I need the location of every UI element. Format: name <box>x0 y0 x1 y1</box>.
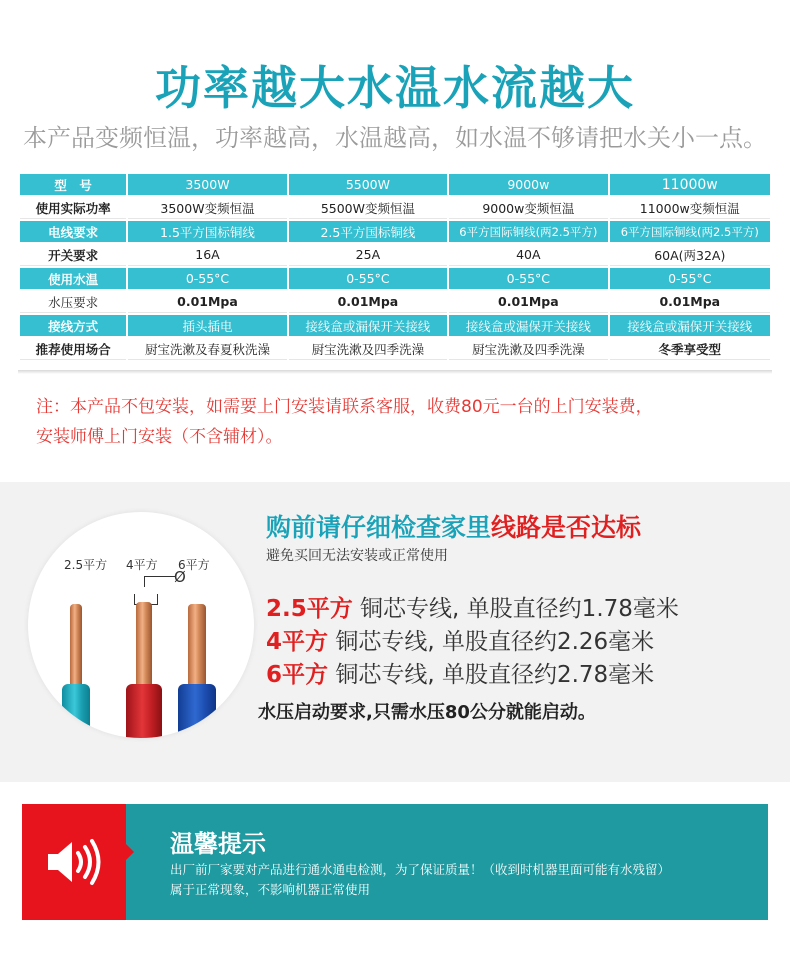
table-cell: 9000w <box>449 174 607 195</box>
spec-table <box>18 172 772 362</box>
tip-notch <box>124 842 134 862</box>
table-row <box>20 221 770 242</box>
wire-spec-text: 铜芯专线, 单股直径约2.26毫米 <box>328 629 655 655</box>
table-cell: 11000w <box>610 174 770 195</box>
tip-icon-panel <box>22 804 126 920</box>
table-cell: 开关要求 <box>20 244 126 266</box>
table-shadow <box>18 370 772 374</box>
table-cell: 接线盒或漏保开关接线 <box>289 315 447 336</box>
install-note-line: 注：本产品不包安装，如需要上门安装请联系客服，收费80元一台的上门安装费， <box>36 397 653 417</box>
table-cell: 3500W <box>128 174 286 195</box>
page-title: 功率越大水温水流越大 <box>155 61 635 115</box>
table-cell: 5500W <box>289 174 447 195</box>
wire-heading-highlight: 线路是否达标 <box>491 513 642 542</box>
wire-spec-text: 铜芯专线, 单股直径约1.78毫米 <box>352 596 679 622</box>
tip-title: 温馨提示 <box>170 830 266 858</box>
table-row <box>20 244 770 266</box>
table-cell: 0.01Mpa <box>610 291 770 313</box>
table-cell: 水压要求 <box>20 291 126 313</box>
table-cell: 使用实际功率 <box>20 197 126 219</box>
table-cell: 16A <box>128 244 286 266</box>
diameter-line <box>144 576 175 587</box>
wire-size-label: 6平方 <box>178 558 210 572</box>
table-cell: 40A <box>449 244 607 266</box>
table-cell: 冬季享受型 <box>610 338 770 360</box>
table-cell: 6平方国际铜线(两2.5平方) <box>610 221 770 242</box>
pressure-note: 水压启动要求,只需水压80公分就能启动。 <box>258 702 596 723</box>
wire-size: 6平方 <box>266 662 329 688</box>
table-cell: 接线盒或漏保开关接线 <box>610 315 770 336</box>
table-cell: 2.5平方国标铜线 <box>289 221 447 242</box>
table-cell: 厨宝洗漱及四季洗澡 <box>289 338 447 360</box>
wire-copper <box>136 602 152 688</box>
wire-blue-green <box>62 684 90 738</box>
wire-subheading: 避免买回无法安装或正常使用 <box>266 548 448 564</box>
table-cell: 插头插电 <box>128 315 286 336</box>
table-row <box>20 315 770 336</box>
table-cell: 9000w变频恒温 <box>449 197 607 219</box>
table-cell: 0-55°C <box>610 268 770 289</box>
wire-red <box>126 684 162 738</box>
wire-heading <box>266 508 641 544</box>
table-row <box>20 291 770 313</box>
wire-size: 4平方 <box>266 629 329 655</box>
install-note-line: 安装师傅上门安装（不含辅材）。 <box>36 427 283 447</box>
table-cell: 电线要求 <box>20 221 126 242</box>
tip-text-line: 出厂前厂家要对产品进行通水通电检测，为了保证质量！（收到时机器里面可能有水残留） <box>170 862 671 877</box>
wire-blue <box>178 684 216 738</box>
table-header-row <box>20 174 770 195</box>
table-cell: 0.01Mpa <box>449 291 607 313</box>
table-cell: 0-55°C <box>449 268 607 289</box>
table-cell: 5500W变频恒温 <box>289 197 447 219</box>
wire-spec-line <box>266 590 679 623</box>
page-subtitle: 本产品变频恒温，功率越高，水温越高，如水温不够请把水关小一点。 <box>23 124 767 152</box>
wire-size-label: 2.5平方 <box>64 558 108 572</box>
diameter-symbol: Ø <box>174 568 186 586</box>
table-cell: 接线方式 <box>20 315 126 336</box>
table-cell: 厨宝洗漱及春夏秋洗澡 <box>128 338 286 360</box>
wire-spec-line <box>266 623 654 656</box>
table-cell: 0.01Mpa <box>128 291 286 313</box>
tip-text-line: 属于正常现象，不影响机器正常使用 <box>170 882 371 897</box>
wire-heading-part: 购前请仔细检查家里 <box>266 513 492 542</box>
wire-image <box>28 512 254 738</box>
table-cell: 0-55°C <box>289 268 447 289</box>
table-cell: 0.01Mpa <box>289 291 447 313</box>
table-cell: 型 号 <box>20 174 126 195</box>
table-cell: 25A <box>289 244 447 266</box>
wire-copper <box>70 604 82 686</box>
table-row <box>20 197 770 219</box>
install-note <box>36 392 776 452</box>
table-cell: 推荐使用场合 <box>20 338 126 360</box>
table-cell: 厨宝洗漱及四季洗澡 <box>449 338 607 360</box>
speaker-icon <box>44 837 104 887</box>
wire-spec-line <box>266 656 654 689</box>
table-cell: 3500W变频恒温 <box>128 197 286 219</box>
table-cell: 60A(两32A) <box>610 244 770 266</box>
table-cell: 6平方国际铜线(两2.5平方) <box>449 221 607 242</box>
wire-size: 2.5平方 <box>266 596 353 622</box>
wire-size-label: 4平方 <box>126 558 158 572</box>
table-row <box>20 338 770 360</box>
table-cell: 接线盒或漏保开关接线 <box>449 315 607 336</box>
table-cell: 11000w变频恒温 <box>610 197 770 219</box>
wire-copper <box>188 604 206 688</box>
table-cell: 使用水温 <box>20 268 126 289</box>
table-row <box>20 268 770 289</box>
wire-spec-text: 铜芯专线, 单股直径约2.78毫米 <box>328 662 655 688</box>
table-cell: 0-55°C <box>128 268 286 289</box>
table-cell: 1.5平方国标铜线 <box>128 221 286 242</box>
